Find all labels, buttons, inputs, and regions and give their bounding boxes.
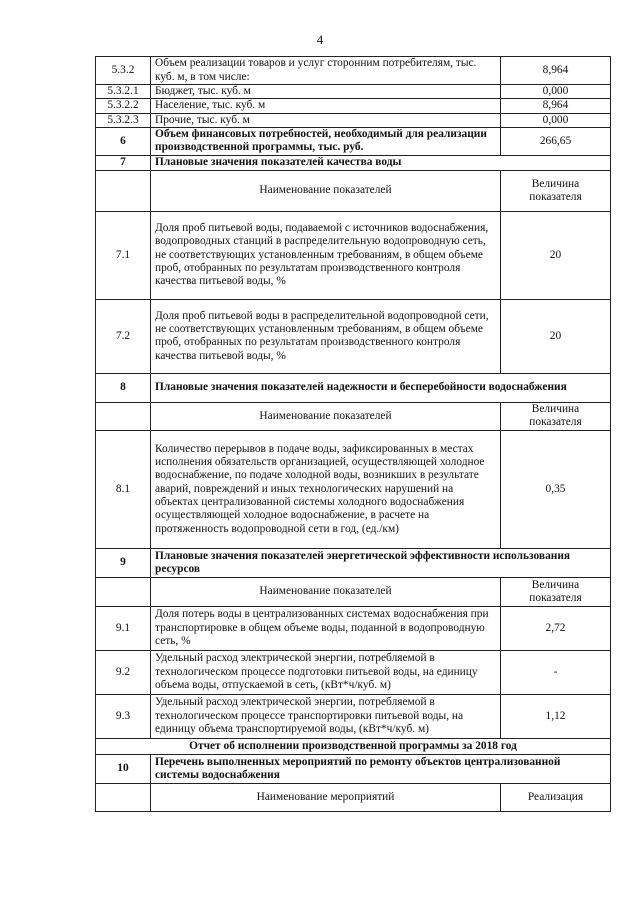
section-number: 10	[96, 754, 151, 783]
row-number: 8.1	[96, 430, 151, 548]
empty-cell	[96, 783, 151, 811]
table-row	[96, 373, 611, 402]
table-row	[96, 57, 611, 85]
section-number: 8	[96, 373, 151, 402]
row-number: 5.3.2.1	[96, 85, 151, 99]
table-row	[96, 170, 611, 211]
table-row	[96, 99, 611, 113]
indicator-value: 266,65	[501, 127, 611, 155]
report-heading: Отчет об исполнении производственной программы за 2018 год	[96, 738, 611, 754]
column-header-name: Наименование показателей	[151, 170, 501, 211]
section-title: Плановые значения показателей надежности и бесперебойности водоснабжения	[151, 373, 611, 402]
indicator-description: Доля проб питьевой воды, подаваемой с источников водоснабжения, водопроводных станций в распределительную водопроводную сеть, не соответствующих установленным требованиям, в общем объеме проб, отобранных по результатам производственного контроля качества питьевой воды, %	[151, 211, 501, 299]
row-number: 5.3.2.3	[96, 113, 151, 127]
section-title: Перечень выполненных мероприятий по ремонту объектов централизованной системы водоснабжения	[151, 754, 611, 783]
indicator-value: 1,12	[501, 694, 611, 738]
indicator-value: 8,964	[501, 57, 611, 85]
indicator-description: Удельный расход электрической энергии, потребляемой в технологическом процессе транспортировки питьевой воды, на единицу объема транспортируемой воды, (кВт*ч/куб. м)	[151, 694, 501, 738]
indicator-value: 20	[501, 211, 611, 299]
indicator-value: 0,000	[501, 85, 611, 99]
column-header-value: Величина показателя	[501, 170, 611, 211]
row-number: 5.3.2.2	[96, 99, 151, 113]
indicator-value: 0,35	[501, 430, 611, 548]
indicator-description: Количество перерывов в подаче воды, зафиксированных в местах исполнения обязательств организацией, осуществляющей холодное водоснабжение, по подаче холодной воды, возникших в результате аварий, повреждений и иных технологических нарушений на объектах централизованной системы холодного водоснабжения осуществляющей холодное водоснабжение, в расчете на протяженность водопроводной сети в год, (ед./км)	[151, 430, 501, 548]
section-number: 9	[96, 548, 151, 577]
indicator-value: 2,72	[501, 606, 611, 650]
table-row	[96, 783, 611, 811]
row-number: 7.2	[96, 299, 151, 373]
indicator-description: Удельный расход электрической энергии, потребляемой в технологическом процессе подготовки питьевой воды, на единицу объема воды, отпускаемой в сеть, (кВт*ч/куб. м)	[151, 650, 501, 694]
section-title: Плановые значения показателей качества воды	[151, 155, 611, 170]
table-row	[96, 650, 611, 694]
indicator-description: Бюджет, тыс. куб. м	[151, 85, 501, 99]
production-program-table	[95, 56, 611, 812]
indicator-value: 0,000	[501, 113, 611, 127]
row-number: 5.3.2	[96, 57, 151, 85]
table-row	[96, 85, 611, 99]
page-number: 4	[316, 32, 324, 47]
column-header-name: Наименование мероприятий	[151, 783, 501, 811]
indicator-description: Доля потерь воды в централизованных системах водоснабжения при транспортировке в общем объеме воды, поданной в водопроводную сеть, %	[151, 606, 501, 650]
section-title: Плановые значения показателей энергетической эффективности использования ресурсов	[151, 548, 611, 577]
table-row	[96, 548, 611, 577]
section-title: Объем финансовых потребностей, необходимый для реализации производственной программы, тыс. руб.	[151, 127, 501, 155]
row-number: 6	[96, 127, 151, 155]
indicator-description: Население, тыс. куб. м	[151, 99, 501, 113]
table-row	[96, 211, 611, 299]
table-row	[96, 299, 611, 373]
row-number: 9.1	[96, 606, 151, 650]
table-row	[96, 754, 611, 783]
indicator-description: Доля проб питьевой воды в распределительной водопроводной сети, не соответствующих установленным требованиям, в общем объеме проб, отобранных по результатам производственного контроля качества питьевой воды, %	[151, 299, 501, 373]
row-number: 7.1	[96, 211, 151, 299]
empty-cell	[96, 402, 151, 430]
column-header-value: Величина показателя	[501, 577, 611, 606]
column-header-name: Наименование показателей	[151, 402, 501, 430]
table-row	[96, 738, 611, 754]
empty-cell	[96, 577, 151, 606]
table-row	[96, 402, 611, 430]
indicator-value: -	[501, 650, 611, 694]
row-number: 9.2	[96, 650, 151, 694]
column-header-value: Величина показателя	[501, 402, 611, 430]
table-row	[96, 113, 611, 127]
table-row	[96, 127, 611, 155]
table-row	[96, 430, 611, 548]
empty-cell	[96, 170, 151, 211]
section-number: 7	[96, 155, 151, 170]
table-row	[96, 155, 611, 170]
table-row	[96, 577, 611, 606]
column-header-name: Наименование показателей	[151, 577, 501, 606]
table-row	[96, 606, 611, 650]
indicator-value: 8,964	[501, 99, 611, 113]
row-number: 9.3	[96, 694, 151, 738]
indicator-description: Объем реализации товаров и услуг сторонним потребителям, тыс. куб. м, в том числе:	[151, 57, 501, 85]
indicator-value: 20	[501, 299, 611, 373]
indicator-description: Прочие, тыс. куб. м	[151, 113, 501, 127]
column-header-value: Реализация	[501, 783, 611, 811]
table-row	[96, 694, 611, 738]
